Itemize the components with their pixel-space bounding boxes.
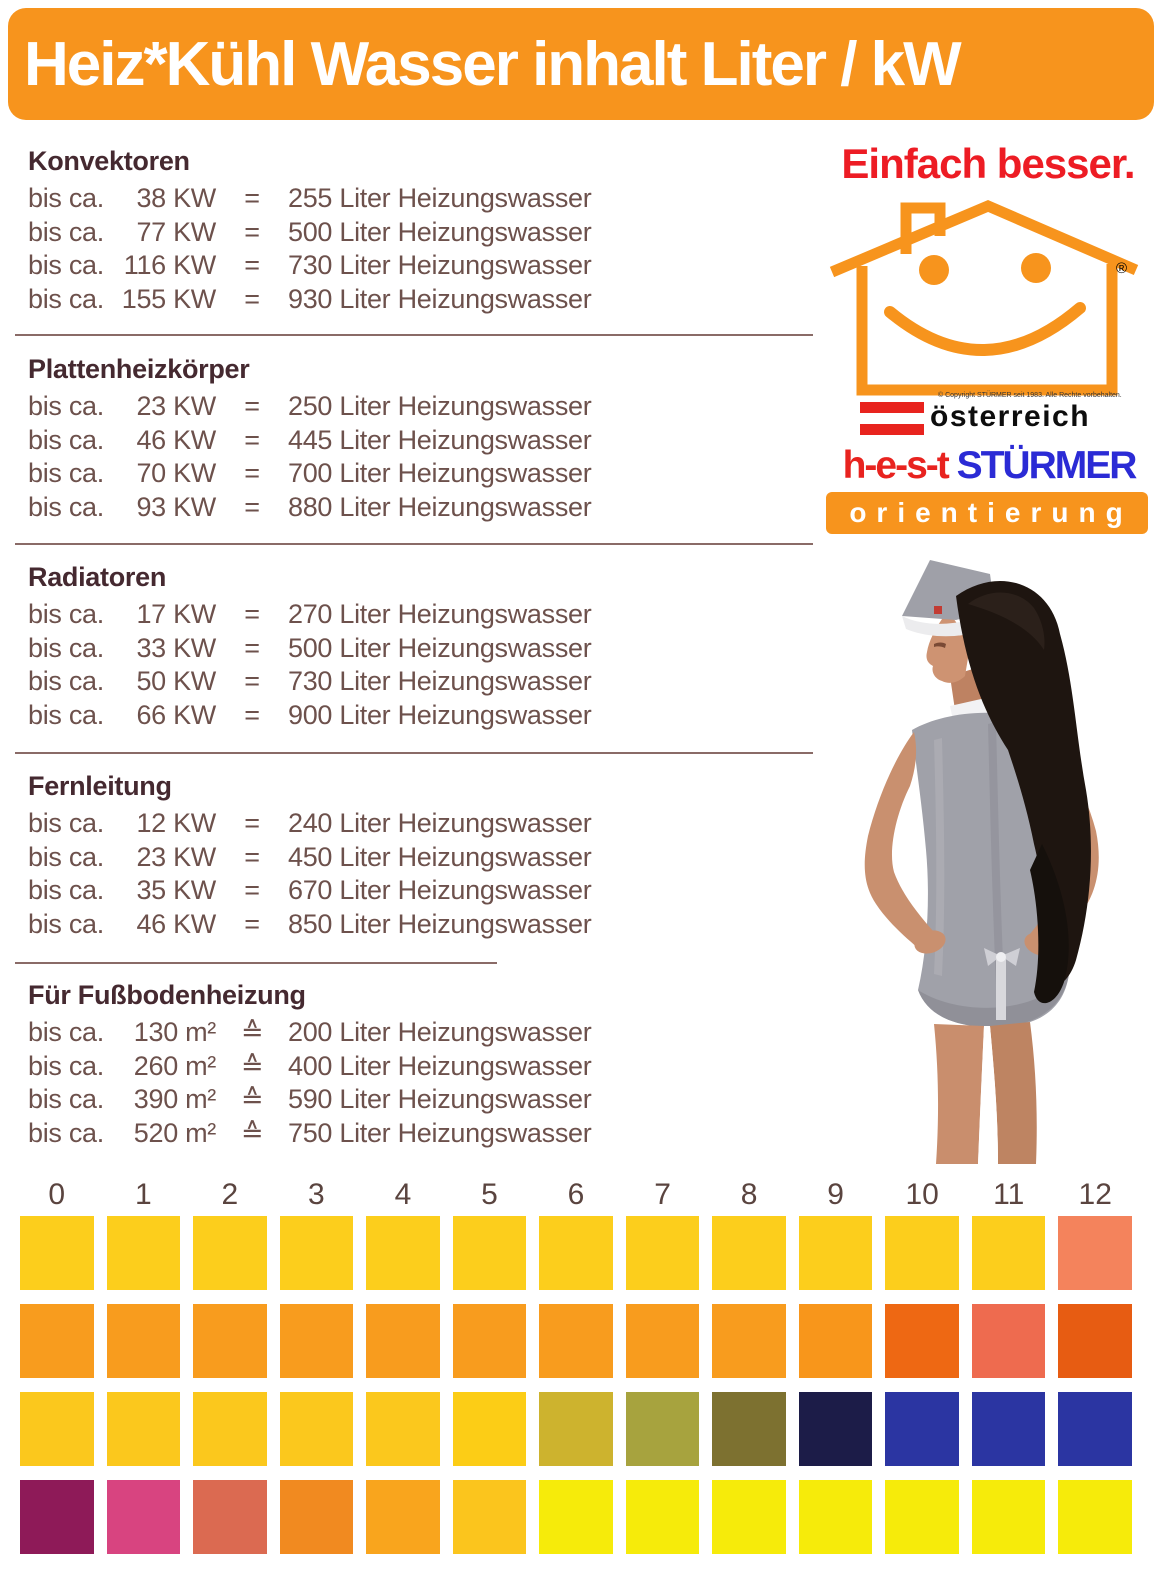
- table-row: [28, 807, 828, 841]
- scale-cell: [20, 1480, 94, 1554]
- brand-stuermer: STÜRMER: [956, 444, 1136, 487]
- row-value: 93 KW: [136, 491, 216, 522]
- page-title: Heiz*Kühl Wasser inhalt Liter / kW: [24, 29, 960, 99]
- table-row: [28, 390, 828, 424]
- row-result: 400 Liter Heizungswasser: [288, 1050, 592, 1081]
- scale-cell: [626, 1216, 700, 1290]
- scale-cell: [539, 1392, 613, 1466]
- row-value: 260 m²: [133, 1050, 216, 1081]
- table-row: [28, 632, 828, 666]
- scale-cell: [799, 1480, 873, 1554]
- row-value: 46 KW: [136, 424, 216, 455]
- scale-cell: [107, 1480, 181, 1554]
- row-result: 850 Liter Heizungswasser: [288, 908, 592, 939]
- scale-cell: [626, 1480, 700, 1554]
- scale-cell: [1058, 1304, 1132, 1378]
- scale-cell: [885, 1304, 959, 1378]
- scale-cell: [193, 1392, 267, 1466]
- row-sign: =: [244, 458, 260, 488]
- row-prefix: bis ca.: [28, 216, 104, 247]
- row-value: 12 KW: [136, 808, 216, 838]
- divider-line: [15, 752, 813, 754]
- row-value: 77 KW: [136, 216, 216, 247]
- scale-label: 0: [48, 1178, 66, 1211]
- scale-cell: [453, 1304, 527, 1378]
- scale-cell: [20, 1392, 94, 1466]
- divider-line: [15, 543, 813, 545]
- row-prefix: bis ca.: [28, 808, 104, 838]
- scale-label: 3: [308, 1178, 325, 1211]
- scale-label: 7: [654, 1178, 671, 1211]
- scale-cell: [107, 1216, 181, 1290]
- slogan-text: Einfach besser.: [841, 140, 1135, 187]
- scale-cell: [539, 1304, 613, 1378]
- country-label: österreich: [930, 400, 1091, 433]
- scale-cell: [193, 1304, 267, 1378]
- table-row: [28, 1050, 828, 1084]
- scale-cell: [799, 1392, 873, 1466]
- row-result: 700 Liter Heizungswasser: [288, 458, 592, 488]
- table-row: [28, 491, 828, 525]
- row-value: 155 KW: [121, 283, 216, 314]
- row-sign: =: [244, 875, 260, 905]
- scale-cell: [1058, 1216, 1132, 1290]
- scale-cell: [453, 1480, 527, 1554]
- row-value: 130 m²: [133, 1017, 216, 1047]
- scale-label: 6: [567, 1178, 585, 1211]
- row-prefix: bis ca.: [28, 875, 104, 905]
- scale-cell: [366, 1392, 440, 1466]
- scale-label: 8: [740, 1178, 758, 1211]
- row-prefix: bis ca.: [28, 841, 104, 872]
- divider-line: [15, 962, 497, 964]
- scale-label: 1: [134, 1178, 152, 1211]
- section-plattenheizkoerper: [28, 354, 828, 524]
- row-prefix: bis ca.: [28, 283, 104, 314]
- row-prefix: bis ca.: [28, 1017, 104, 1047]
- table-row: [28, 283, 828, 317]
- scale-cell: [366, 1216, 440, 1290]
- scale-cell: [280, 1480, 354, 1554]
- table-row: [28, 216, 828, 250]
- row-value: 23 KW: [136, 391, 216, 421]
- table-row: [28, 457, 828, 491]
- scale-cell: [712, 1392, 786, 1466]
- row-sign: ≙: [240, 1017, 264, 1047]
- scale-cell: [972, 1304, 1046, 1378]
- scale-cell: [1058, 1480, 1132, 1554]
- row-prefix: bis ca.: [28, 666, 104, 696]
- row-value: 35 KW: [136, 875, 216, 905]
- row-result: 670 Liter Heizungswasser: [288, 875, 592, 905]
- scale-label: 9: [827, 1178, 844, 1211]
- table-row: [28, 699, 828, 733]
- scale-cell: [885, 1216, 959, 1290]
- row-result: 270 Liter Heizungswasser: [288, 599, 592, 629]
- section-konvektoren: [28, 146, 828, 316]
- scale-cell: [193, 1216, 267, 1290]
- table-row: [28, 1117, 828, 1151]
- row-prefix: bis ca.: [28, 1117, 104, 1148]
- section-title: Plattenheizkörper: [28, 354, 250, 384]
- tagline-text: orientierung: [849, 497, 1133, 528]
- row-sign: =: [244, 424, 260, 455]
- tagline-banner: [826, 492, 1148, 534]
- eye-icon: [1021, 253, 1051, 283]
- ph-scale-grid: [20, 1216, 1132, 1554]
- row-sign: =: [244, 183, 260, 213]
- scale-cell: [539, 1216, 613, 1290]
- row-sign: =: [244, 216, 260, 247]
- section-title: Fernleitung: [28, 771, 172, 801]
- row-result: 500 Liter Heizungswasser: [288, 216, 592, 247]
- scale-cell: [799, 1304, 873, 1378]
- row-sign: =: [244, 632, 260, 663]
- row-value: 23 KW: [136, 841, 216, 872]
- scale-cell: [280, 1392, 354, 1466]
- table-row: [28, 182, 828, 216]
- row-result: 930 Liter Heizungswasser: [288, 283, 592, 314]
- row-result: 590 Liter Heizungswasser: [288, 1084, 592, 1114]
- row-sign: =: [244, 391, 260, 421]
- row-prefix: bis ca.: [28, 458, 104, 488]
- row-prefix: bis ca.: [28, 599, 104, 629]
- row-result: 240 Liter Heizungswasser: [288, 808, 592, 838]
- eye-icon: [919, 255, 949, 285]
- scale-cell: [1058, 1392, 1132, 1466]
- row-sign: ≙: [240, 1117, 264, 1148]
- table-row: [28, 874, 828, 908]
- section-title: Für Fußbodenheizung: [28, 980, 306, 1010]
- scale-label: 10: [905, 1178, 939, 1211]
- scale-cell: [885, 1480, 959, 1554]
- table-row: [28, 424, 828, 458]
- scale-cell: [453, 1392, 527, 1466]
- row-sign: =: [244, 250, 260, 280]
- row-sign: =: [244, 808, 260, 838]
- scale-cell: [539, 1480, 613, 1554]
- row-result: 900 Liter Heizungswasser: [288, 699, 592, 730]
- scale-cell: [626, 1304, 700, 1378]
- scale-cell: [107, 1392, 181, 1466]
- row-value: 33 KW: [136, 632, 216, 663]
- row-value: 46 KW: [136, 908, 216, 939]
- page-title-banner: [8, 8, 1154, 120]
- smile-icon: [890, 308, 1080, 350]
- scale-cell: [712, 1304, 786, 1378]
- row-result: 200 Liter Heizungswasser: [288, 1017, 592, 1047]
- row-prefix: bis ca.: [28, 1050, 104, 1081]
- house-smiley-logo: [818, 192, 1150, 404]
- row-result: 500 Liter Heizungswasser: [288, 632, 592, 663]
- section-fussbodenheizung: [28, 980, 828, 1150]
- row-sign: =: [244, 908, 260, 939]
- row-sign: =: [244, 283, 260, 314]
- row-result: 750 Liter Heizungswasser: [288, 1117, 592, 1148]
- section-title: Radiatoren: [28, 562, 167, 592]
- row-result: 730 Liter Heizungswasser: [288, 250, 592, 280]
- scale-cell: [20, 1216, 94, 1290]
- scale-label: 2: [221, 1178, 239, 1211]
- table-row: [28, 908, 828, 942]
- table-row: [28, 841, 828, 875]
- row-result: 250 Liter Heizungswasser: [288, 391, 592, 421]
- row-value: 70 KW: [136, 458, 216, 488]
- row-value: 38 KW: [136, 183, 216, 213]
- table-row: [28, 598, 828, 632]
- row-value: 17 KW: [136, 599, 216, 629]
- row-sign: ≙: [240, 1050, 264, 1081]
- row-value: 66 KW: [136, 699, 216, 730]
- copyright-text: © Copyright STÜRMER seit 1983. Alle Rechte vorbehalten.: [938, 392, 1122, 399]
- row-value: 50 KW: [136, 666, 216, 696]
- section-fernleitung: [28, 771, 828, 941]
- row-sign: =: [244, 491, 260, 522]
- scale-cell: [972, 1392, 1046, 1466]
- scale-cell: [107, 1304, 181, 1378]
- scale-cell: [885, 1392, 959, 1466]
- ph-scale-labels: [20, 1178, 1132, 1212]
- section-radiatoren: [28, 562, 828, 732]
- row-prefix: bis ca.: [28, 632, 104, 663]
- austria-flag-icon: [860, 402, 924, 435]
- scale-cell: [366, 1304, 440, 1378]
- row-value: 520 m²: [133, 1117, 216, 1148]
- row-value: 116 KW: [123, 250, 216, 280]
- scale-cell: [453, 1216, 527, 1290]
- row-prefix: bis ca.: [28, 908, 104, 939]
- scale-cell: [280, 1216, 354, 1290]
- brand-logo: [824, 444, 1154, 488]
- brand-hest: h-e-s-t: [842, 444, 948, 487]
- row-result: 445 Liter Heizungswasser: [288, 424, 592, 455]
- row-prefix: bis ca.: [28, 699, 104, 730]
- section-title: Konvektoren: [28, 146, 190, 176]
- row-prefix: bis ca.: [28, 391, 104, 421]
- table-row: [28, 665, 828, 699]
- divider-line: [15, 334, 813, 336]
- scale-label: 5: [481, 1178, 498, 1211]
- scale-label: 11: [993, 1178, 1025, 1211]
- scale-cell: [972, 1216, 1046, 1290]
- scale-cell: [972, 1480, 1046, 1554]
- scale-cell: [20, 1304, 94, 1378]
- row-result: 730 Liter Heizungswasser: [288, 666, 592, 696]
- model-photo: [838, 554, 1164, 1166]
- row-sign: ≙: [240, 1084, 264, 1114]
- scale-cell: [280, 1304, 354, 1378]
- row-prefix: bis ca.: [28, 183, 104, 213]
- row-result: 450 Liter Heizungswasser: [288, 841, 592, 872]
- row-sign: =: [244, 599, 260, 629]
- row-sign: =: [244, 841, 260, 872]
- scale-cell: [712, 1216, 786, 1290]
- row-prefix: bis ca.: [28, 1084, 104, 1114]
- row-prefix: bis ca.: [28, 250, 104, 280]
- table-row: [28, 249, 828, 283]
- row-prefix: bis ca.: [28, 491, 104, 522]
- scale-cell: [799, 1216, 873, 1290]
- scale-cell: [626, 1392, 700, 1466]
- scale-label: 4: [394, 1178, 412, 1211]
- registered-mark: ®: [1116, 260, 1128, 277]
- scale-cell: [193, 1480, 267, 1554]
- scale-cell: [712, 1480, 786, 1554]
- row-value: 390 m²: [133, 1084, 216, 1114]
- row-result: 880 Liter Heizungswasser: [288, 491, 592, 522]
- scale-label: 12: [1078, 1178, 1112, 1211]
- row-result: 255 Liter Heizungswasser: [288, 183, 592, 213]
- row-sign: =: [244, 699, 260, 730]
- row-sign: =: [244, 666, 260, 696]
- table-row: [28, 1016, 828, 1050]
- scale-cell: [366, 1480, 440, 1554]
- row-prefix: bis ca.: [28, 424, 104, 455]
- table-row: [28, 1083, 828, 1117]
